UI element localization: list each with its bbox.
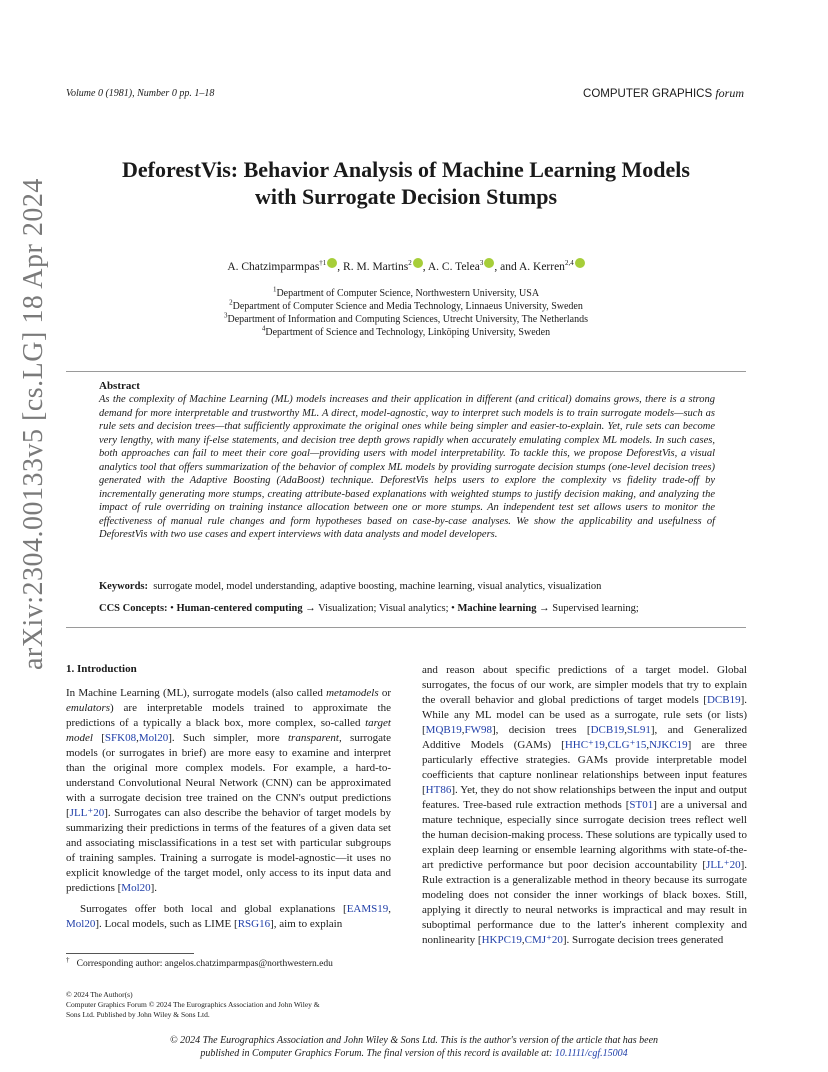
text-run: In Machine Learning (ML), surrogate models (also called — [66, 687, 327, 699]
body-column-right — [422, 663, 747, 954]
author-name: A. C. Telea — [427, 261, 480, 273]
author-affiliation-mark: 3 — [479, 259, 484, 268]
text-run: , — [388, 903, 391, 915]
text-run: , — [624, 724, 627, 736]
emphasized-term: transparent — [288, 732, 339, 744]
footnote-text: Corresponding author: angelos.chatzimparmpas@northwestern.edu — [76, 959, 333, 969]
author-list — [60, 258, 752, 273]
ccs-concepts — [99, 603, 759, 614]
footnote-rule — [66, 953, 194, 954]
text-run: ]. — [150, 882, 158, 894]
ccs-bullet-1: • — [170, 603, 174, 614]
author-separator: , — [337, 261, 344, 273]
ccs-item-2: Machine learning — [457, 603, 537, 614]
arxiv-identifier-stamp: arXiv:2304.00133v5 [cs.LG] 18 Apr 2024 — [18, 178, 49, 670]
citation-link[interactable]: DCB19 — [590, 724, 625, 736]
author-separator: , — [422, 261, 428, 273]
intro-paragraph-1 — [66, 686, 391, 896]
emphasized-term: target model — [66, 717, 391, 744]
text-run: ) are interpretable models trained to approximate the predictions of a typically a black box, more complex, so-called — [66, 702, 391, 729]
citation-link[interactable]: CMJ⁺20 — [524, 934, 563, 946]
text-run: [ — [92, 732, 105, 744]
affiliation — [60, 300, 752, 313]
author-affiliation-mark: †1 — [319, 259, 327, 268]
affiliation-text: Department of Computer Science, Northwestern University, USA — [276, 288, 540, 299]
ccs-item-1-rest: Visualization; Visual analytics; — [318, 603, 449, 614]
affiliation-mark: 2 — [229, 298, 233, 307]
citation-link[interactable]: SL91 — [626, 724, 651, 736]
text-run: ]. Rule extraction is a generalizable method in theory because its surrogate modeling does not consider the inner workings of black boxes. Still, applying it directly to neural networks is impractical and may result in suboptimal performance due to the latter's inherent complexity and nonlinearity [ — [422, 859, 747, 946]
text-run: and reason about specific predictions of a target model. Global surrogates, the focus of our work, are simpler models that try to explain the overall behavior and global predictions of target models [ — [422, 664, 747, 706]
text-run: ] are three particularly effective strategies. GAMs provide interpretable model coefficients that capture nonlinear relationships between input features [ — [422, 739, 747, 796]
affiliation-list — [60, 287, 752, 339]
affiliation-mark: 4 — [261, 324, 266, 333]
author-version-line-2 — [100, 1047, 728, 1060]
text-run: Surrogates offer both local and global explanations [ — [80, 903, 347, 915]
orcid-icon[interactable] — [413, 258, 423, 268]
author-version-line-2-text: published in Computer Graphics Forum. The final version of this record is available at: — [200, 1048, 555, 1059]
text-run: ], aim to explain — [270, 918, 343, 930]
text-run: , surrogate models (or surrogates in brief) are more easy to examine and interpret than the original more complex models. For example, a hard-to-understand Convolutional Neural Network (CNN) can be approximated with a surrogate decision tree trained on the CNN's output predictions [ — [66, 732, 391, 819]
text-run: ]. Local models, such as LIME [ — [95, 918, 238, 930]
abstract-body: As the complexity of Machine Learning (ML) models increases and their application in different (and critical) domains grows, there is a strong demand for more interpretable and trustworthy ML. A direct, model-agnostic, way to interpret such models is to train surrogate models—such as rule sets and decision trees—that sufficiently approximate the original ones while being simpler and easier-to-explain. Yet, rule sets can become very lengthy, with many if-else statements, and decision tree depth grows rapidly when accurately emulating complex ML models. In such cases, both approaches can fail to meet their core goal—providing users with model interpretability. To tackle this, we propose DeforestVis, a visual analytics tool that offers summarization of the behavior of complex ML models by providing surrogate decision stumps (one-level decision trees) generated with the Adaptive Boosting (AdaBoost) technique. DeforestVis helps users to explore the complexity vs fidelity trade-off by incrementally generating more stumps, creating attribute-based explanations with weighted stumps to justify decision making, and analyzing the impact of rule overriding on training instance allocation between one or more stumps. An independent test set allows users to monitor the effectiveness of manual rule changes and form hypotheses based on case-by-case analyses. We show the applicability and usefulness of DeforestVis with two use cases and expert interviews with data analysts and model developers. — [99, 394, 715, 540]
citation-link[interactable]: Mol20 — [66, 918, 96, 930]
abstract-top-rule — [66, 371, 746, 372]
citation-link[interactable]: HHC⁺19 — [564, 739, 605, 751]
citation-link[interactable]: CLG⁺15 — [607, 739, 647, 751]
ccs-arrow-1: → — [305, 603, 316, 614]
section-heading-introduction: 1. Introduction — [66, 663, 137, 675]
orcid-icon[interactable] — [575, 258, 585, 268]
citation-link[interactable]: FW98 — [464, 724, 492, 736]
text-run: ]. Surrogates can also describe the behavior of target models by summarizing their predictions in terms of the features of a given data set and associating misclassifications in a test set with particular subgroups of training samples. Training a surrogate is model-agnostic—it uses no explicit knowledge of the target model, only access to its input data and predictions [ — [66, 807, 391, 894]
author-name: R. M. Martins — [343, 261, 409, 273]
text-run: ]. While any ML model can be used as a surrogate, rule sets (or lists) [ — [422, 694, 747, 736]
intro-paragraph-continued — [422, 663, 747, 948]
affiliation-mark: 1 — [272, 285, 277, 294]
intro-paragraph-2 — [66, 902, 391, 932]
text-run: , — [461, 724, 465, 736]
citation-link[interactable]: Mol20 — [138, 732, 169, 744]
paper-title — [60, 156, 752, 210]
text-run: ]. Such simpler, more — [168, 732, 288, 744]
corresponding-author-footnote — [66, 955, 333, 969]
journal-volume-info: Volume 0 (1981), Number 0 pp. 1–18 — [66, 88, 215, 99]
author-affiliation-mark: 2,4 — [564, 259, 574, 268]
ccs-label: CCS Concepts: — [99, 603, 168, 614]
footnote-mark: † — [66, 955, 70, 964]
citation-link[interactable]: SFK08 — [104, 732, 137, 744]
text-run: ] are a universal and mature technique, especially since surrogate decision trees reflect well the human decision-making process. These solutions are typically used to explain deep learning or ensemble learning algorithms with state-of-the-art predictive performance but poor decision accountability [ — [422, 799, 747, 871]
citation-link[interactable]: JLL⁺20 — [69, 807, 105, 819]
emphasized-term: emulators — [66, 702, 110, 714]
text-run: ]. Surrogate decision trees generated — [562, 934, 724, 946]
emphasized-term: metamodels — [326, 687, 379, 699]
title-line-1: DeforestVis: Behavior Analysis of Machine Learning Models — [122, 157, 690, 182]
citation-link[interactable]: RSG16 — [237, 918, 271, 930]
orcid-icon[interactable] — [484, 258, 494, 268]
text-run: , — [646, 739, 650, 751]
author-name: A. Kerren — [518, 261, 565, 273]
citation-link[interactable]: ST01 — [629, 799, 654, 811]
journal-name-italic: forum — [715, 86, 744, 100]
keywords-text: surrogate model, model understanding, adaptive boosting, machine learning, visual analytics, visualization — [153, 581, 602, 592]
abstract-bottom-rule — [66, 627, 746, 628]
citation-link[interactable]: HT86 — [425, 784, 452, 796]
keywords-label: Keywords: — [99, 581, 148, 592]
citation-link[interactable]: HKPC19 — [481, 934, 522, 946]
ccs-item-1: Human-centered computing — [176, 603, 303, 614]
text-run: , — [521, 934, 525, 946]
journal-name-main: COMPUTER GRAPHICS — [583, 88, 713, 100]
ccs-arrow-2: → — [539, 603, 550, 614]
affiliation — [60, 326, 752, 339]
journal-name — [583, 86, 744, 101]
ccs-bullet-2: • — [451, 603, 455, 614]
citation-link[interactable]: EAMS19 — [346, 903, 389, 915]
author-separator: , and — [494, 261, 519, 273]
text-run: ]. Yet, they do not show relationships between the input and output features. Tree-based rule extraction methods [ — [422, 784, 747, 811]
citation-link[interactable]: Mol20 — [121, 882, 151, 894]
affiliation — [60, 287, 752, 300]
affiliation-text: Department of Computer Science and Media Technology, Linnaeus University, Sweden — [232, 301, 583, 312]
author-version-note — [100, 1034, 728, 1060]
affiliation-mark: 3 — [224, 311, 228, 320]
citation-link[interactable]: MQB19 — [425, 724, 462, 736]
copyright-line-2: Computer Graphics Forum © 2024 The Eurographics Association and John Wiley & Sons Ltd. Published by John Wiley & Sons Ltd. — [66, 1000, 320, 1019]
doi-link[interactable]: 10.1111/cgf.15004 — [554, 1048, 628, 1059]
affiliation-text: Department of Science and Technology, Linköping University, Sweden — [265, 327, 551, 338]
text-run: ], decision trees [ — [491, 724, 591, 736]
author-version-line-1: © 2024 The Eurographics Association and John Wiley & Sons Ltd. This is the author's version of the article that has been — [169, 1035, 659, 1046]
copyright-line-1: © 2024 The Author(s) — [66, 990, 133, 999]
body-column-left — [66, 662, 391, 938]
text-run: ], and Generalized Additive Models (GAMs) [ — [422, 724, 747, 751]
ccs-item-2-rest: Supervised learning; — [552, 603, 639, 614]
text-run: , — [136, 732, 139, 744]
affiliation-text: Department of Information and Computing Sciences, Utrecht University, The Netherlands — [227, 314, 588, 325]
keywords — [99, 581, 739, 592]
abstract-heading: Abstract — [99, 380, 140, 392]
copyright-notice — [66, 990, 336, 1020]
affiliation — [60, 313, 752, 326]
title-line-2: with Surrogate Decision Stumps — [254, 184, 558, 209]
citation-link[interactable]: DCB19 — [706, 694, 741, 706]
orcid-icon[interactable] — [327, 258, 337, 268]
citation-link[interactable]: JLL⁺20 — [706, 859, 741, 871]
text-run: or — [378, 687, 391, 699]
author-affiliation-mark: 2 — [408, 259, 412, 268]
text-run: , — [604, 739, 608, 751]
author-name: A. Chatzimparmpas — [227, 261, 320, 273]
citation-link[interactable]: NJKC19 — [649, 739, 688, 751]
